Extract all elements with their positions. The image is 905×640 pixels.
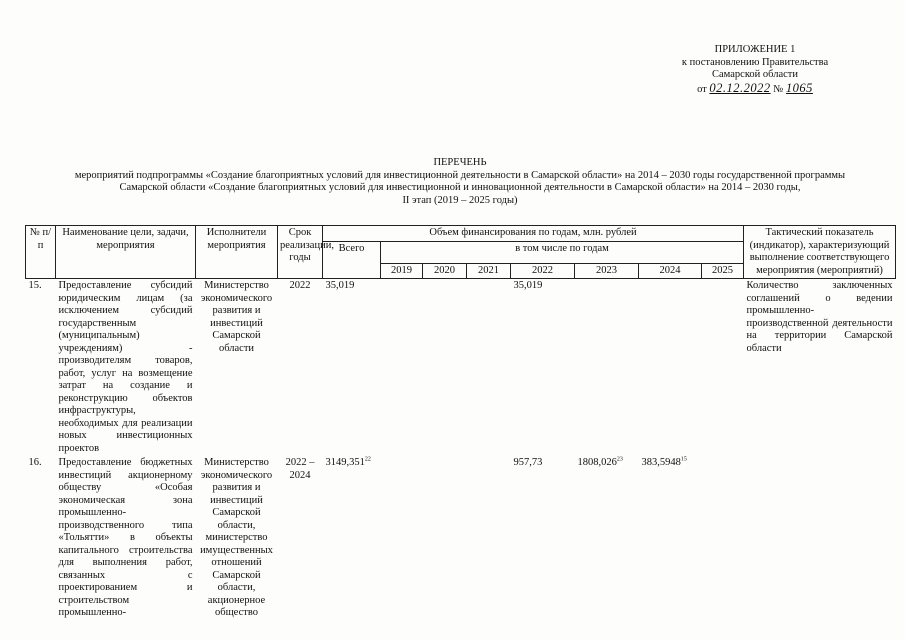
- row-indicator: Количество заключенных соглашений о ведении промышленно-производственной деятельности на территории Самарской области: [746, 280, 893, 354]
- header-including: в том числе по годам: [381, 241, 744, 263]
- header-total: Всего: [323, 241, 381, 279]
- row-num: 16.: [28, 457, 42, 468]
- row-2024: 383,5948$^{15}$: [641, 456, 687, 468]
- header-funding: Объем финансирования по годам, млн. рублей: [323, 226, 744, 242]
- row-executor: Министерство экономического развития и инвестиций Самарской области, министерство имущественных отношений Самарской области, акционерное общество: [200, 457, 273, 618]
- row-2020: [423, 279, 467, 457]
- appendix-title: ПРИЛОЖЕНИЕ 1: [714, 44, 796, 55]
- header-indicator: Тактический показатель (индикатор), характеризующий выполнение соответствующего мероприятия (мероприятий): [744, 226, 896, 279]
- appendix-from-label: от: [697, 83, 707, 95]
- header-term: Срок реализации, годы: [278, 226, 323, 279]
- header-name: Наименование цели, задачи, мероприятия: [56, 226, 196, 279]
- header-year-2020: 2020: [423, 263, 467, 279]
- header-year-2024: 2024: [639, 263, 702, 279]
- appendix-number: 1065: [785, 80, 813, 95]
- appendix-line-2: Самарской области: [712, 69, 798, 80]
- table-row: [26, 279, 896, 457]
- header-year-2021: 2021: [467, 263, 511, 279]
- heading-line-3: II этап (2019 – 2025 годы): [402, 194, 518, 206]
- row-2019: [381, 279, 423, 457]
- header-num: № п/п: [26, 226, 56, 279]
- heading-line-1: мероприятий подпрограммы «Создание благоприятных условий для инвестиционной деятельности в Самарской области» на 2014 – 2030 годы государственной программы: [74, 169, 846, 181]
- measures-table: [25, 225, 896, 621]
- table-row: [26, 456, 896, 621]
- row-executor: Министерство экономического развития и инвестиций Самарской области: [200, 280, 273, 354]
- appendix-number-label: №: [773, 83, 784, 95]
- appendix-date-line: [640, 82, 870, 97]
- row-name: Предоставление бюджетных инвестиций акционерному обществу «Особая экономическая зона промышленно-производственного типа «Тольятти» в объекты капитального строительства для выполнения работ, связанных с проектированием и строительством промышленно-: [58, 457, 193, 618]
- row-total: 35,019: [325, 280, 355, 291]
- row-2023: 1808,026$^{23}$: [577, 456, 623, 468]
- row-2025: [702, 456, 744, 621]
- header-year-2019: 2019: [381, 263, 423, 279]
- row-2020: [423, 456, 467, 621]
- header-year-2023: 2023: [575, 263, 639, 279]
- row-term: 2022 – 2024: [285, 457, 315, 481]
- row-indicator: [744, 456, 896, 621]
- appendix-block: [640, 44, 870, 96]
- row-2022: 35,019: [513, 280, 543, 291]
- appendix-line-1: к постановлению Правительства: [681, 56, 829, 68]
- row-name: Предоставление субсидий юридическим лицам (за исключением субсидий государственным (муниципальным) учреждениям) - производителям товаров, работ, услуг на возмещение затрат на создание и реконструкцию объектов инфраструктуры, необходимых для реализации новых инвестиционных проектов: [58, 280, 193, 454]
- row-2023: [575, 279, 639, 457]
- table-header: [26, 226, 896, 279]
- row-2019: [381, 456, 423, 621]
- row-term: 2022: [289, 280, 311, 291]
- row-2021: [467, 279, 511, 457]
- appendix-date: 02.12.2022: [709, 80, 771, 95]
- header-year-2022: 2022: [511, 263, 575, 279]
- row-num: 15.: [28, 280, 42, 291]
- heading-line-2: Самарской области «Создание благоприятных условий для инвестиционной и инновационной деятельности в Самарской области» на 2014 – 2030 годы,: [119, 182, 801, 193]
- header-executor: Исполнители мероприятия: [196, 226, 278, 279]
- row-total: 3149,351$^{22}$: [325, 456, 371, 468]
- row-2024: [639, 279, 702, 457]
- header-year-2025: 2025: [702, 263, 744, 279]
- row-2022: 957,73: [513, 457, 543, 468]
- document-heading: [20, 157, 900, 207]
- heading-title: ПЕРЕЧЕНЬ: [433, 157, 487, 168]
- row-2025: [702, 279, 744, 457]
- row-2021: [467, 456, 511, 621]
